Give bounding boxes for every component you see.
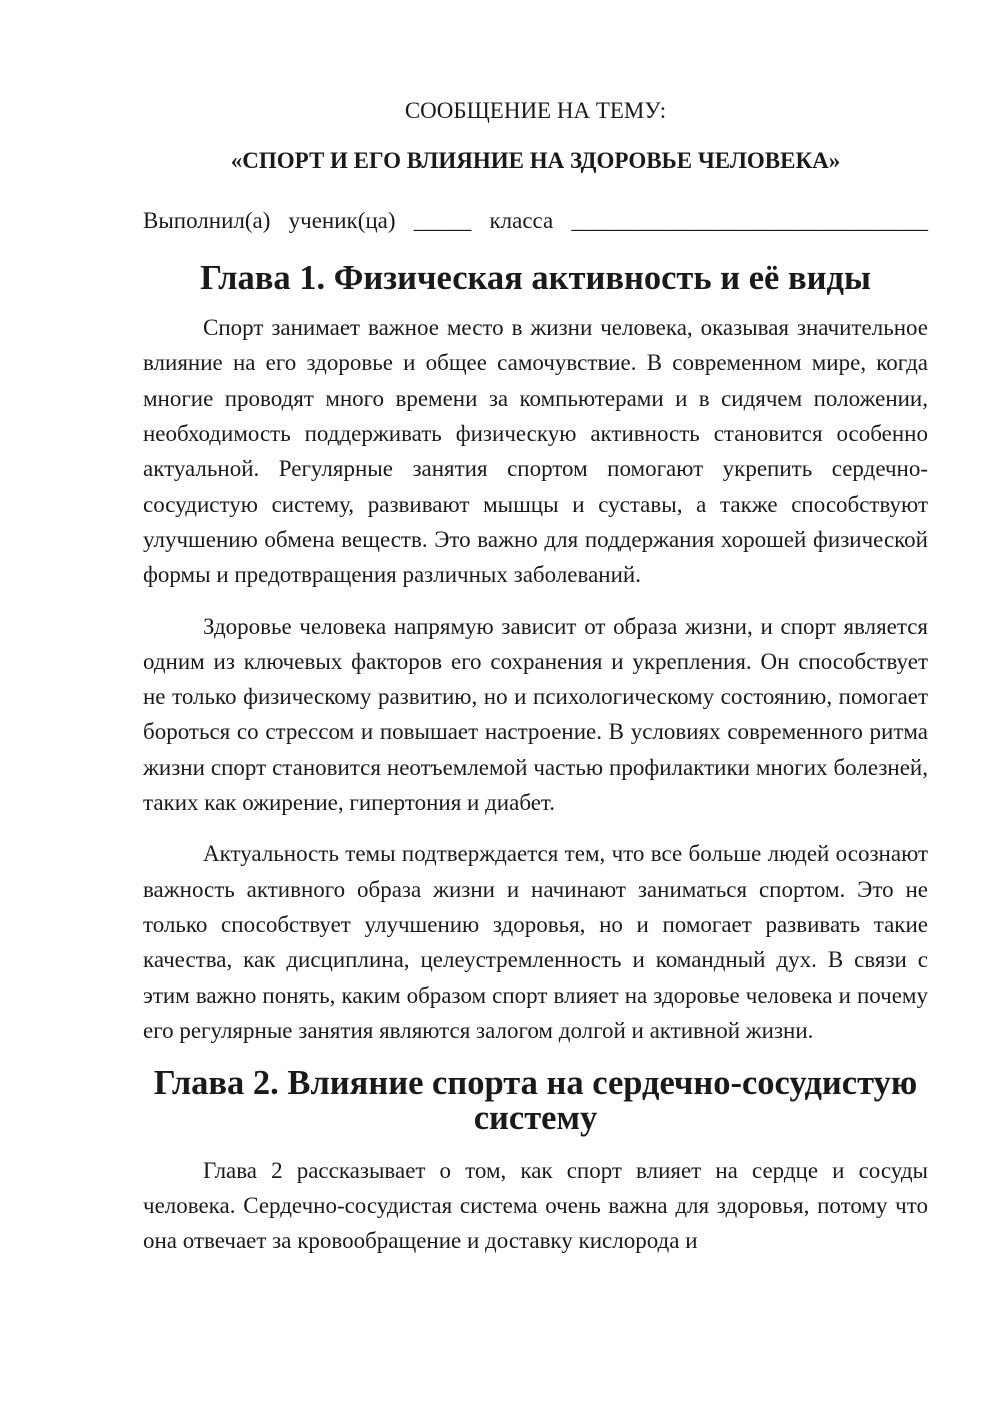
- document-title-topic: «СПОРТ И ЕГО ВЛИЯНИЕ НА ЗДОРОВЬЕ ЧЕЛОВЕКА»: [230, 148, 841, 174]
- chapter-1-heading: Глава 1. Физическая активность и её виды: [200, 258, 871, 297]
- chapter-1-paragraph-2: Здоровье человека напрямую зависит от образа жизни, и спорт является одним из ключевых факторов его сохранения и укрепления. Он способствует не только физическому развитию, но и психологическому состоянию, помогает бороться со стрессом и повышает настроение. В условиях современного ритма жизни спорт становится неотъемлемой частью профилактики многих болезней, таких как ожирение, гипертония и диабет.: [143, 613, 928, 816]
- author-line: Выполнил(а) ученик(ца) _____ класса _______________________________: [143, 207, 928, 233]
- document-title-line-1: СООБЩЕНИЕ НА ТЕМУ:: [404, 98, 667, 123]
- chapter-2-paragraph-1: Глава 2 рассказывает о том, как спорт влияет на сердце и сосуды человека. Сердечно-сосудистая система очень важна для здоровья, потому что она отвечает за кровообращение и доставку кислорода и: [143, 1157, 928, 1254]
- document-page: [143, 90, 928, 1259]
- chapter-1-paragraph-1: Спорт занимает важное место в жизни человека, оказывая значительное влияние на его здоровье и общее самочувствие. В современном мире, когда многие проводят много времени за компьютерами и в сидячем положении, необходимость поддерживать физическую активность становится особенно актуальной. Регулярные занятия спортом помогают укрепить сердечно-сосудистую систему, развивают мышцы и суставы, а также способствуют улучшению обмена веществ. Это важно для поддержания хорошей физической формы и предотвращения различных заболеваний.: [143, 315, 928, 588]
- chapter-1-paragraph-3: Актуальность темы подтверждается тем, что все больше людей осознают важность активного образа жизни и начинают заниматься спортом. Это не только способствует улучшению здоровья, но и помогает развивать такие качества, как дисциплина, целеустремленность и командный дух. В связи с этим важно понять, каким образом спорт влияет на здоровье человека и почему его регулярные занятия являются залогом долгой и активной жизни.: [143, 841, 928, 1043]
- chapter-2-heading: Глава 2. Влияние спорта на сердечно-сосудистую систему: [153, 1064, 918, 1138]
